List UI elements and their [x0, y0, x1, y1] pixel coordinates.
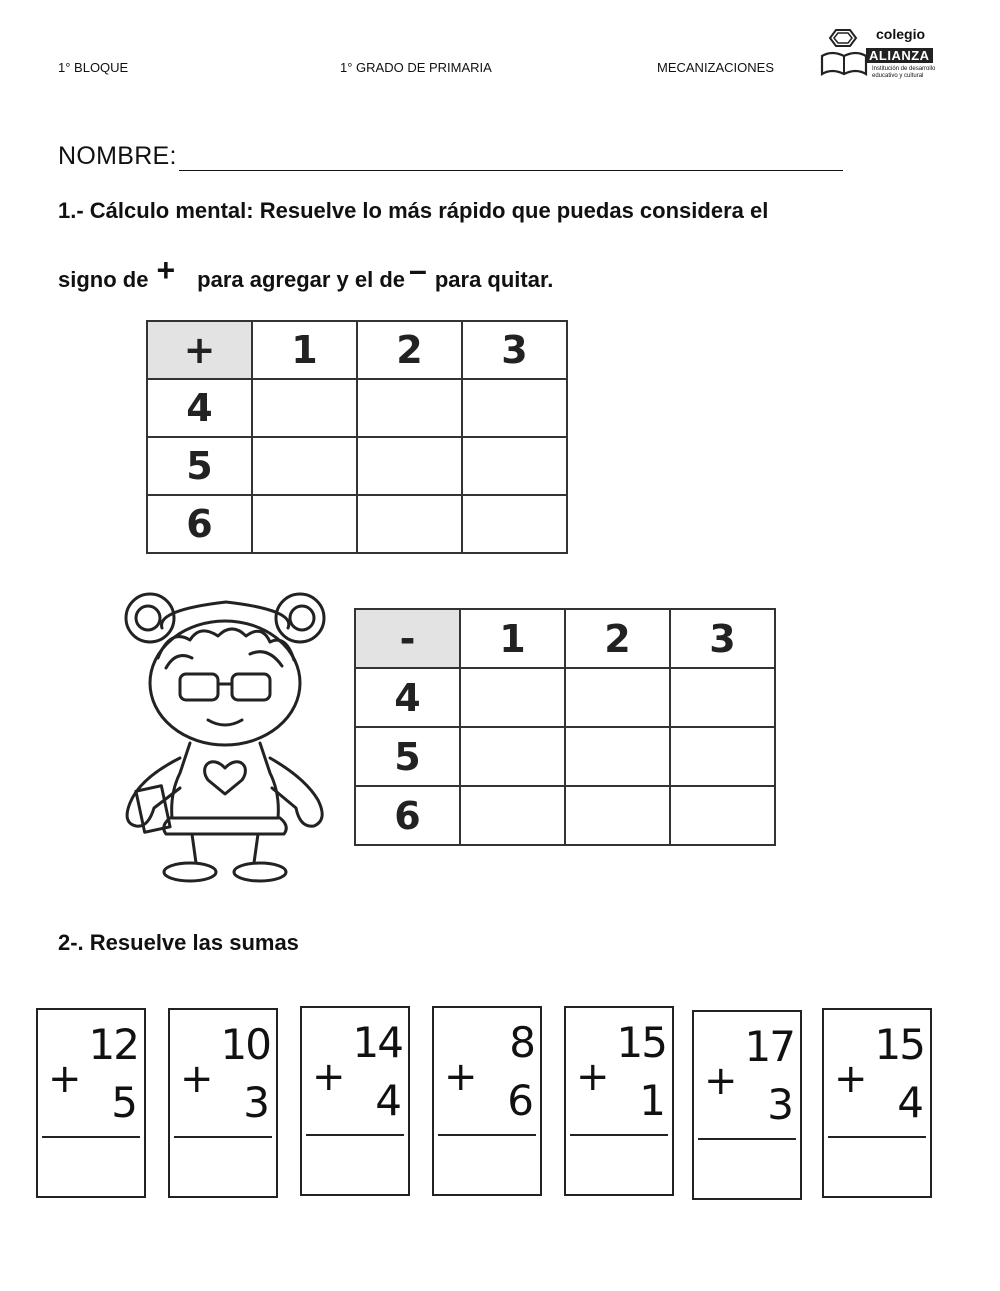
answer-cell[interactable]: [670, 727, 775, 786]
sum-bottom-number: 6: [507, 1076, 534, 1125]
instruction-text: para quitar.: [434, 267, 554, 292]
answer-cell[interactable]: [252, 379, 357, 437]
table-operator-cell: +: [147, 321, 252, 379]
column-header: 1: [460, 609, 565, 668]
row-header: 4: [147, 379, 252, 437]
answer-cell[interactable]: [460, 786, 565, 845]
subtraction-table: [354, 608, 776, 846]
sum-card: [300, 1006, 410, 1196]
answer-line[interactable]: [42, 1136, 140, 1138]
school-logo: [820, 24, 940, 84]
column-header: 1: [252, 321, 357, 379]
answer-cell[interactable]: [462, 495, 567, 553]
addition-table: [146, 320, 568, 554]
sum-bottom-number: 5: [111, 1078, 138, 1127]
sum-top-number: 14: [352, 1018, 402, 1067]
sum-card: [822, 1008, 932, 1198]
exercise1-instruction-line2: [58, 252, 553, 293]
row-header: 5: [355, 727, 460, 786]
sum-top-number: 15: [874, 1020, 924, 1069]
logo-colegio: colegio: [876, 26, 926, 42]
sum-bottom-number: 3: [767, 1080, 794, 1129]
instruction-text: para agregar y el de: [197, 267, 406, 292]
sum-bottom-number: 4: [375, 1076, 402, 1125]
nombre-blank-line[interactable]: [179, 146, 843, 171]
header-tema: MECANIZACIONES: [657, 60, 775, 75]
column-header: 2: [565, 609, 670, 668]
sum-top-number: 8: [509, 1018, 534, 1067]
column-header: 2: [357, 321, 462, 379]
answer-line[interactable]: [698, 1138, 796, 1140]
answer-cell[interactable]: [670, 786, 775, 845]
exercise1-instruction-line1: 1.- Cálculo mental: Resuelve lo más rápido que puedas considera el: [58, 198, 769, 223]
plus-operator: +: [180, 1056, 214, 1102]
answer-cell[interactable]: [462, 437, 567, 495]
answer-cell[interactable]: [252, 437, 357, 495]
instruction-text: signo de: [58, 267, 149, 292]
sum-bottom-number: 3: [243, 1078, 270, 1127]
plus-operator: +: [834, 1056, 868, 1102]
header-bloque: 1° BLOQUE: [58, 60, 129, 75]
plus-operator: +: [576, 1054, 610, 1100]
sum-top-number: 15: [616, 1018, 666, 1067]
logo-tagline: Institución de desarrollo educativo y cultural: [872, 66, 936, 79]
nombre-label: NOMBRE:: [58, 142, 177, 170]
answer-cell[interactable]: [565, 786, 670, 845]
sum-top-number: 17: [744, 1022, 794, 1071]
row-header: 6: [355, 786, 460, 845]
answer-cell[interactable]: [252, 495, 357, 553]
header-grado: 1° GRADO DE PRIMARIA: [340, 60, 492, 75]
row-header: 6: [147, 495, 252, 553]
column-header: 3: [462, 321, 567, 379]
answer-cell[interactable]: [357, 437, 462, 495]
sum-top-number: 12: [88, 1020, 138, 1069]
sum-bottom-number: 4: [897, 1078, 924, 1127]
row-header: 5: [147, 437, 252, 495]
answer-cell[interactable]: [565, 727, 670, 786]
answer-line[interactable]: [570, 1134, 668, 1136]
answer-line[interactable]: [174, 1136, 272, 1138]
answer-line[interactable]: [438, 1134, 536, 1136]
sum-card: [168, 1008, 278, 1198]
sum-top-number: 10: [220, 1020, 270, 1069]
plus-operator: +: [48, 1056, 82, 1102]
sum-card: [692, 1010, 802, 1200]
answer-cell[interactable]: [460, 668, 565, 727]
answer-cell[interactable]: [565, 668, 670, 727]
sum-card: [564, 1006, 674, 1196]
answer-cell[interactable]: [462, 379, 567, 437]
plus-operator: +: [312, 1054, 346, 1100]
logo-name: ALIANZA: [866, 48, 933, 63]
answer-line[interactable]: [306, 1134, 404, 1136]
sum-cards: [36, 1006, 942, 1202]
book-icon: [820, 24, 870, 80]
column-header: 3: [670, 609, 775, 668]
answer-line[interactable]: [828, 1136, 926, 1138]
answer-cell[interactable]: [460, 727, 565, 786]
answer-cell[interactable]: [357, 379, 462, 437]
sum-card: [36, 1008, 146, 1198]
sum-bottom-number: 1: [639, 1076, 666, 1125]
answer-cell[interactable]: [670, 668, 775, 727]
row-header: 4: [355, 668, 460, 727]
sum-card: [432, 1006, 542, 1196]
answer-cell[interactable]: [357, 495, 462, 553]
plus-operator: +: [704, 1058, 738, 1104]
girl-illustration: [100, 588, 350, 888]
minus-sign: –: [409, 252, 427, 288]
nombre-field: [58, 142, 843, 171]
plus-operator: +: [444, 1054, 478, 1100]
table-operator-cell: -: [355, 609, 460, 668]
exercise2-title: 2-. Resuelve las sumas: [58, 930, 299, 955]
plus-sign: +: [156, 252, 176, 288]
